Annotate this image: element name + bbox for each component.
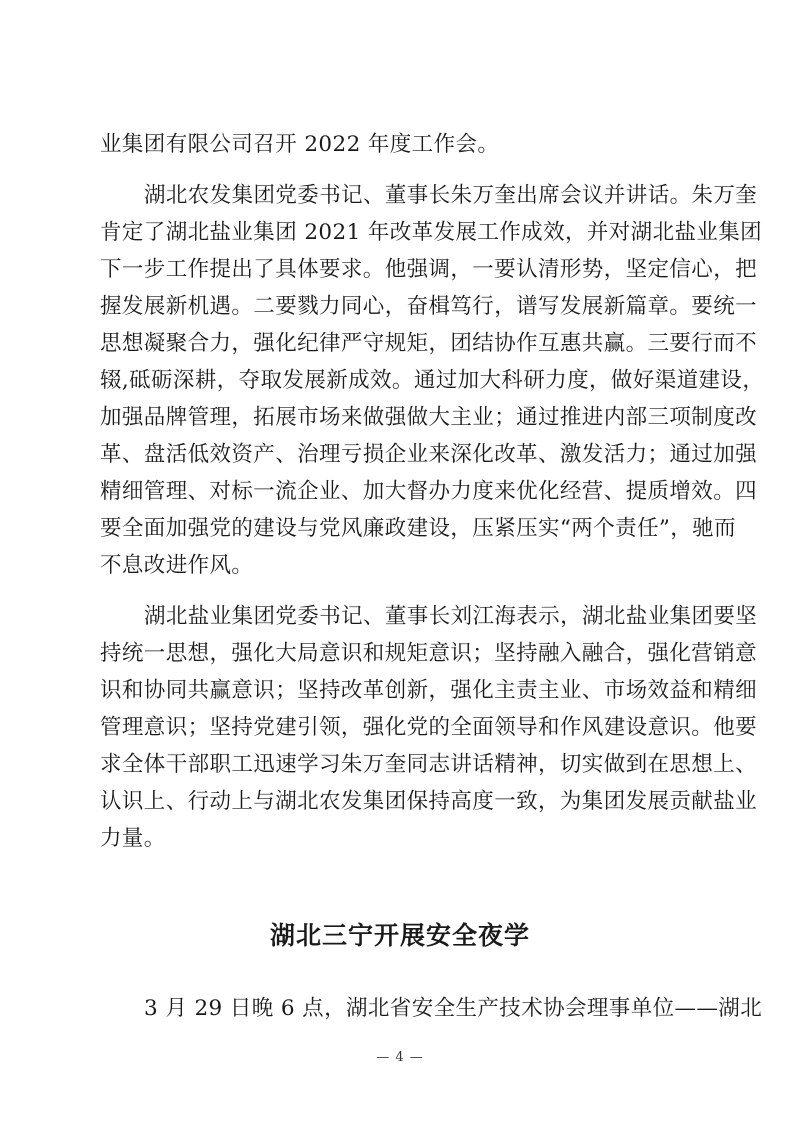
paragraph-line: 革、盘活低效资产、治理亏损企业来深化改革、激发活力；通过加强: [100, 442, 758, 467]
paragraph-line: 求全体干部职工迅速学习朱万奎同志讲话精神，切实做到在思想上、: [100, 752, 758, 777]
page-number: — 4 —: [376, 1050, 424, 1065]
paragraph-line: 湖北盐业集团党委书记、董事长刘江海表示，湖北盐业集团要坚: [144, 604, 758, 629]
paragraph-line: 识和协同共赢意识；坚持改革创新，强化主责主业、市场效益和精细: [100, 678, 758, 703]
paragraph-line: 加强品牌管理，拓展市场来做强做大主业；通过推进内部三项制度改: [100, 405, 758, 430]
paragraph-line: 管理意识；坚持党建引领，强化党的全面领导和作风建设意识。他要: [100, 715, 758, 740]
paragraph-line: 肯定了湖北盐业集团 2021 年改革发展工作成效，并对湖北盐业集团: [100, 220, 763, 245]
paragraph-line: 精细管理、对标一流企业、加大督办力度来优化经营、提质增效。四: [100, 479, 758, 504]
paragraph-line: 力量。: [100, 826, 166, 851]
paragraph-line: 认识上、行动上与湖北农发集团保持高度一致，为集团发展贡献盐业: [100, 789, 758, 814]
paragraph-line: 持统一思想，强化大局意识和规矩意识；坚持融入融合，强化营销意: [100, 641, 758, 666]
paragraph-line: 湖北农发集团党委书记、董事长朱万奎出席会议并讲话。朱万奎: [144, 183, 758, 208]
paragraph-line: 要全面加强党的建设与党风廉政建设，压紧压实“两个责任”，驰而: [100, 516, 736, 541]
paragraph-line: 不息改进作风。: [100, 553, 254, 578]
paragraph-line: 思想凝聚合力，强化纪律严守规矩，团结协作互惠共赢。三要行而不: [100, 331, 758, 356]
paragraph-line: 业集团有限公司召开 2022 年度工作会。: [100, 132, 500, 157]
section-body: [100, 990, 763, 1027]
paragraph-line: 下一步工作提出了具体要求。他强调，一要认清形势，坚定信心，把: [100, 257, 758, 282]
paragraph-line: 握发展新机遇。二要戮力同心，奋楫笃行，谱写发展新篇章。要统一: [100, 294, 758, 319]
section-heading: 湖北三宁开展安全夜学: [269, 921, 530, 950]
paragraph-line: 辍,砥砺深耕，夺取发展新成效。通过加大科研力度，做好渠道建设，: [100, 368, 765, 393]
document-body: [100, 126, 765, 857]
paragraph-line: 3 月 29 日晚 6 点，湖北省安全生产技术协会理事单位——湖北: [144, 996, 763, 1021]
